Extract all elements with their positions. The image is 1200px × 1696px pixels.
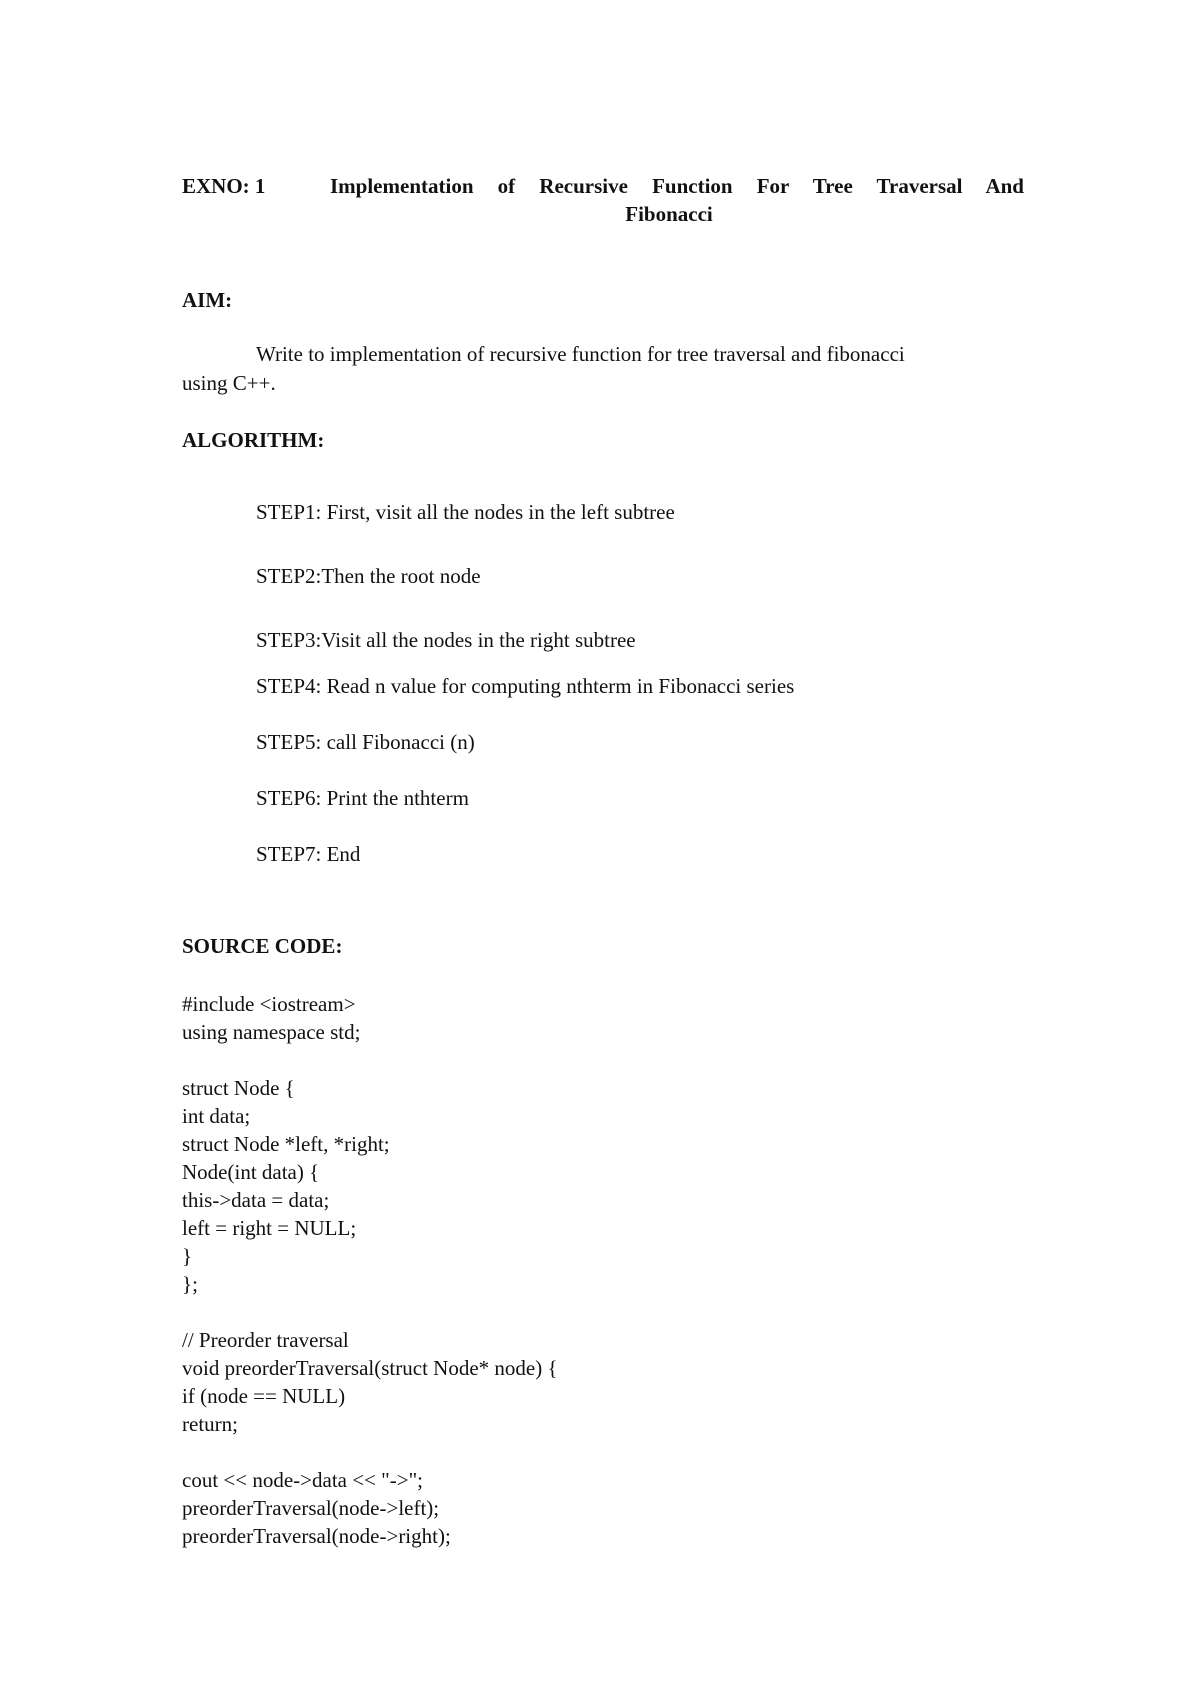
code-line: preorderTraversal(node->right); [182, 1524, 451, 1548]
algorithm-step-6: STEP6: Print the nthterm [256, 786, 469, 810]
code-line: preorderTraversal(node->left); [182, 1496, 440, 1520]
code-line: #include <iostream> [182, 992, 356, 1016]
algorithm-step-7: STEP7: End [256, 842, 361, 866]
code-line: if (node == NULL) [182, 1384, 346, 1408]
code-line: using namespace std; [182, 1020, 361, 1044]
algorithm-step-3: STEP3:Visit all the nodes in the right subtree [256, 628, 636, 652]
code-line: struct Node *left, *right; [182, 1132, 390, 1156]
algorithm-step-4: STEP4: Read n value for computing nthterm in Fibonacci series [256, 674, 795, 698]
aim-heading: AIM: [182, 288, 233, 312]
title-line-2: Fibonacci [625, 202, 713, 226]
code-line: void preorderTraversal(struct Node* node) { [182, 1356, 558, 1380]
algorithm-step-2: STEP2:Then the root node [256, 564, 481, 588]
code-line: cout << node->data << "->"; [182, 1468, 423, 1492]
source-code-heading: SOURCE CODE: [182, 934, 343, 958]
code-line: }; [182, 1272, 198, 1296]
code-comment: // Preorder traversal [182, 1328, 349, 1352]
code-line: left = right = NULL; [182, 1216, 357, 1240]
algorithm-step-5: STEP5: call Fibonacci (n) [256, 730, 475, 754]
code-line: Node(int data) { [182, 1160, 320, 1184]
algorithm-heading: ALGORITHM: [182, 428, 325, 452]
code-line: int data; [182, 1104, 251, 1128]
experiment-number: EXNO: 1 [182, 174, 266, 198]
aim-text-line-2: using C++. [182, 371, 276, 395]
aim-text-line-1: Write to implementation of recursive function for tree traversal and fibonacci [256, 342, 905, 366]
code-line: this->data = data; [182, 1188, 330, 1212]
code-line: struct Node { [182, 1076, 295, 1100]
algorithm-step-1: STEP1: First, visit all the nodes in the left subtree [256, 500, 675, 524]
title-line-1: Implementation of Recursive Function For Tree Traversal And [330, 174, 1024, 198]
code-line: } [182, 1244, 193, 1268]
code-line: return; [182, 1412, 238, 1436]
